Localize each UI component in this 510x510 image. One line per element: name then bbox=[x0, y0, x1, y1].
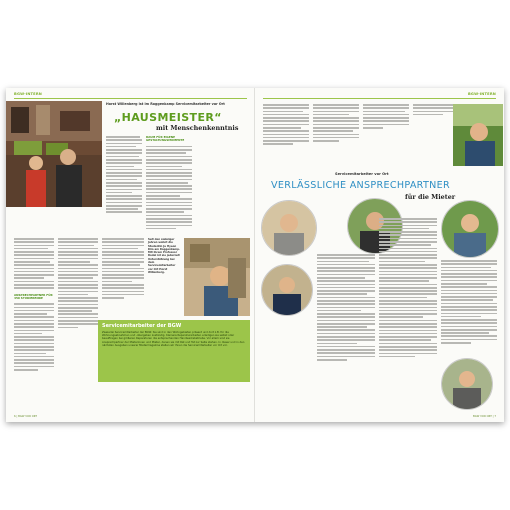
right-headline: VERLÄSSLICHE ANSPRECHPARTNER bbox=[271, 180, 450, 191]
page-number-left: 6 | BGW VOR ORT bbox=[14, 415, 37, 418]
r-body-column-1 bbox=[263, 104, 309, 147]
section-tag-right: BGW-INTERN bbox=[467, 92, 496, 96]
r-body-column-7 bbox=[441, 260, 497, 345]
left-page bbox=[6, 88, 255, 422]
portrait-3 bbox=[441, 200, 499, 258]
page-number-right: BGW VOR ORT | 7 bbox=[473, 415, 496, 418]
portrait-4 bbox=[261, 264, 313, 316]
info-box-title: Servicemitarbeiter der BGW bbox=[102, 323, 182, 329]
right-kicker: Servicemitarbeiter vor Ort bbox=[335, 172, 389, 176]
info-box-text: Zweierlei Servicemitarbeiter der BGW: Sie sind in den Wohngebieten präsent und dort z.B. für die Wohnungsabnahmen und -übergaben zuständig. Kleinere Reparaturarbeiten erledigen sie selbst oder beauftragen bei größeren Reparaturen die entsprechenden Handwerksbetriebe. Vor allem sind sie Ansprechpartner der Mieterinnen und Mieter, denen sie mit Rat und Tat zur Seite stehen. In dieser und in den nächsten Ausgaben unserer Mietermagazine stellen wir Ihnen die Servicemitarbeiter vor Ort vor. bbox=[102, 331, 245, 347]
info-box bbox=[98, 320, 250, 382]
article-kicker: Horst Willenberg ist im Roggenkamp Servicemitarbeiter vor Ort bbox=[106, 102, 225, 106]
right-headline-sub: für die Mieter bbox=[405, 193, 456, 201]
pullquote: Seit den siebziger Jahren wohnt die Studentin Ju Hyeon Kim am Roggenkamp. Mit ihrem Professor Rodel ist sie jederzeit Unterstützung bei dem Servicemitarbeiter vor Ort Horst Willenberg. bbox=[148, 238, 180, 274]
side-heading: RAUM FÜR EIGENE GESTALTUNGSMOMENTE bbox=[146, 135, 185, 143]
r-body-column-2 bbox=[313, 104, 359, 143]
portrait-1 bbox=[261, 200, 317, 256]
r-body-column-6 bbox=[379, 218, 437, 359]
r-body-column-5 bbox=[317, 254, 375, 362]
body-column-5 bbox=[102, 238, 144, 300]
body-column-3 bbox=[14, 238, 54, 372]
main-photo bbox=[6, 101, 102, 207]
r-body-column-3 bbox=[363, 104, 409, 130]
second-photo bbox=[184, 238, 250, 316]
right-top-photo bbox=[453, 104, 503, 166]
body-column-2 bbox=[146, 136, 192, 231]
section-rule-right bbox=[263, 98, 496, 99]
section-rule bbox=[14, 98, 247, 99]
right-page bbox=[255, 88, 504, 422]
magazine-spread bbox=[6, 88, 504, 422]
portrait-5 bbox=[441, 358, 493, 410]
section-tag: BGW-INTERN bbox=[14, 92, 43, 96]
article-headline-sub: mit Menschenkenntnis bbox=[156, 124, 239, 132]
body-column-4 bbox=[58, 238, 98, 330]
body-column-1 bbox=[106, 136, 142, 215]
side-heading-2: ANSPRECHPARTNER FÜR 450 STUDIERENDE bbox=[14, 292, 53, 300]
article-headline: „HAUSMEISTER“ bbox=[114, 111, 222, 124]
